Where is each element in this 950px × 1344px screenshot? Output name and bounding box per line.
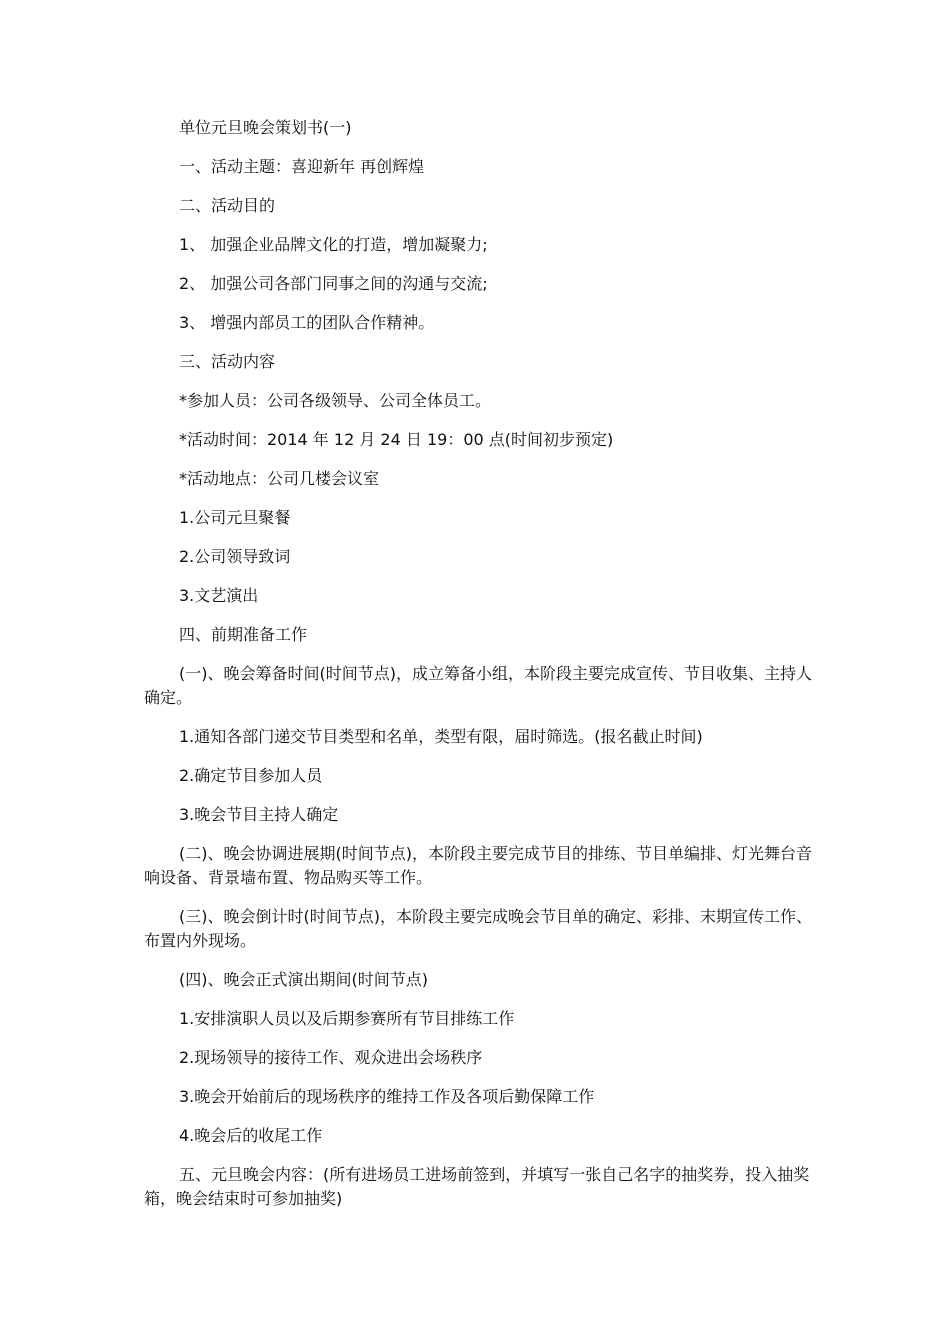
participants-line: *参加人员：公司各级领导、公司全体员工。 xyxy=(179,391,492,410)
purpose-item-3: 3、 增强内部员工的团队合作精神。 xyxy=(179,313,435,332)
prep-phase-4: (四)、晚会正式演出期间(时间节点) xyxy=(179,970,428,989)
prep-phase-3: (三)、晚会倒计时(时间节点)，本阶段主要完成晚会节目单的确定、彩排、末期宣传工作、布置内外现场。 xyxy=(144,907,812,950)
prep-phase-1: (一)、晚会筹备时间(时间节点)，成立筹备小组，本阶段主要完成宣传、节目收集、主持人确定。 xyxy=(144,664,812,707)
doc-title: 单位元旦晚会策划书(一) xyxy=(179,118,352,137)
content-item-1: 1.公司元旦聚餐 xyxy=(179,508,291,527)
prep-phase-4-item-4: 4.晚会后的收尾工作 xyxy=(179,1126,323,1145)
section-heading-theme: 一、活动主题：喜迎新年 再创辉煌 xyxy=(179,157,425,176)
purpose-item-2: 2、 加强公司各部门同事之间的沟通与交流; xyxy=(179,274,488,293)
prep-phase-1-item-1: 1.通知各部门递交节目类型和名单，类型有限，届时筛选。(报名截止时间) xyxy=(179,727,703,746)
section-heading-purpose: 二、活动目的 xyxy=(179,196,276,215)
prep-phase-1-item-3: 3.晚会节目主持人确定 xyxy=(179,805,339,824)
prep-phase-4-item-3: 3.晚会开始前后的现场秩序的维持工作及各项后勤保障工作 xyxy=(179,1087,595,1106)
purpose-item-1: 1、 加强企业品牌文化的打造，增加凝聚力; xyxy=(179,235,488,254)
prep-phase-2: (二)、晚会协调进展期(时间节点)，本阶段主要完成节目的排练、节目单编排、灯光舞台音响设备、背景墙布置、物品购买等工作。 xyxy=(144,844,812,887)
section-heading-preparation: 四、前期准备工作 xyxy=(179,625,308,644)
section-heading-gala-content: 五、元旦晚会内容：(所有进场员工进场前签到，并填写一张自己名字的抽奖券，投入抽奖箱，晚会结束时可参加抽奖) xyxy=(144,1165,810,1208)
location-line: *活动地点：公司几楼会议室 xyxy=(179,469,380,488)
prep-phase-1-item-2: 2.确定节目参加人员 xyxy=(179,766,323,785)
time-line: *活动时间：2014 年 12 月 24 日 19：00 点(时间初步预定) xyxy=(179,430,614,449)
prep-phase-4-item-1: 1.安排演职人员以及后期参赛所有节目排练工作 xyxy=(179,1009,515,1028)
content-item-2: 2.公司领导致词 xyxy=(179,547,291,566)
prep-phase-4-item-2: 2.现场领导的接待工作、观众进出会场秩序 xyxy=(179,1048,483,1067)
section-heading-content: 三、活动内容 xyxy=(179,352,276,371)
content-item-3: 3.文艺演出 xyxy=(179,586,259,605)
document-body xyxy=(144,116,816,1226)
